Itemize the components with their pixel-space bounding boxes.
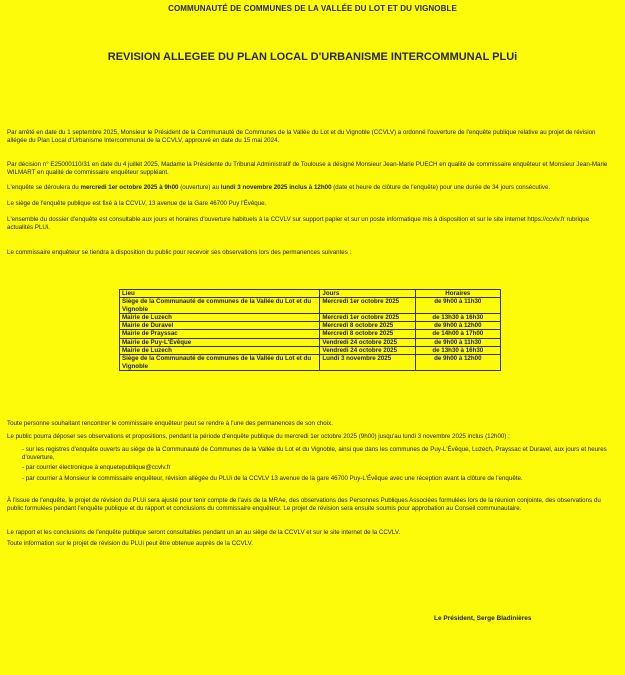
- table-cell-lieu: Mairie de Duravel: [120, 322, 320, 330]
- table-cell-horaire: de 9h00 à 12h00: [415, 322, 500, 330]
- table-cell-lieu: Mairie de Puy-L'Évêque: [120, 338, 320, 346]
- table-cell-lieu: Mairie de Luzech: [120, 313, 320, 321]
- table-cell-jour: Vendredi 24 octobre 2025: [320, 347, 415, 355]
- table-row: [120, 338, 501, 346]
- table-header-row: [120, 290, 501, 298]
- table-cell-horaire: de 9h00 à 12h00: [415, 355, 500, 371]
- table-cell-horaire: de 9h00 à 11h30: [415, 298, 500, 314]
- table-row: [120, 322, 501, 330]
- table-cell-jour: Mercredi 8 octobre 2025: [320, 322, 415, 330]
- table-cell-horaire: de 13h30 à 16h30: [415, 347, 500, 355]
- paragraph-siege: Le siège de l'enquête publique est fixé à la CCVLV, 13 avenue de la Gare 46700 Puy l'Évêque.: [7, 200, 267, 207]
- table-header-lieu: Lieu: [120, 290, 320, 298]
- paragraph-arrete: Par arrêté en date du 1 septembre 2025, Monsieur le Président de la Communauté de Communes de la Vallée du Lot et du Vignoble (CCVLV) a ordonné l'ouverture de l'enquête publique relative au projet de révision allégée du Plan Local d'Urbanisme Intercommunal de la CCVLV, approuvé en date du 15 mai 2024.: [7, 129, 596, 144]
- table-cell-jour: Mercredi 8 octobre 2025: [320, 330, 415, 338]
- paragraph-dossier: L'ensemble du dossier d'enquête est consultable aux jours et horaires d'ouverture habituels à la CCVLV sur support papier et sur un poste informatique mis à disposition et sur le site internet https://ccvlv.fr rubrique actualités PLUi.: [7, 216, 590, 231]
- bullet-registres: - sur les registres d'enquête ouverts au siège de la Communauté de Communes de la Vallée du Lot et du Vignoble, ainsi que dans les communes de Puy-L'Évêque, Luzech, Prayssac et Duravel, aux jours et heures d'ouverture,: [22, 446, 607, 461]
- table-row: [120, 355, 501, 371]
- table-cell-lieu: Siège de la Communauté de communes de la Vallée du Lot et du Vignoble: [120, 298, 320, 314]
- bullet-courrier: - par courrier à Monsieur le commissaire enquêteur, révision allégée du PLUi de la CCVLV 13 avenue de la gare 46700 Puy-L'Évêque avec une réception avant la clôture de l'enquête.: [22, 475, 523, 482]
- table-header-jours: Jours: [320, 290, 415, 298]
- table-row: [120, 313, 501, 321]
- table-row: [120, 298, 501, 314]
- table-cell-jour: Mercredi 1er octobre 2025: [320, 298, 415, 314]
- paragraph-decision: Par décision n° E25000110/31 en date du 4 juillet 2025, Madame la Présidente du Tribunal Administratif de Toulouse a désigné Monsieur Jean-Marie PUECH en qualité de commissaire enquêteur et Monsieur Jean-Marie WILMART en qualité de commissaire enquêteur suppléant.: [7, 161, 608, 176]
- permanences-table: [119, 289, 501, 371]
- table-cell-jour: Vendredi 24 octobre 2025: [320, 338, 415, 346]
- table-cell-lieu: Mairie de Prayssac: [120, 330, 320, 338]
- signature: Le Président, Serge Bladinières: [434, 615, 532, 622]
- table-cell-jour: Lundi 3 novembre 2025: [320, 355, 415, 371]
- organization-header: COMMUNAUTÉ DE COMMUNES DE LA VALLÉE DU LOT ET DU VIGNOBLE: [168, 4, 457, 13]
- dates-end: lundi 3 novembre 2025 inclus à 12h00: [220, 184, 332, 191]
- paragraph-information: Toute information sur le projet de révision du PLUi peut être obtenue auprès de la CCVLV.: [7, 540, 253, 547]
- table-row: [120, 330, 501, 338]
- dates-text-1: L'enquête se déroulera du: [7, 184, 81, 191]
- table-header-horaires: Horaires: [415, 290, 500, 298]
- dates-text-2: (ouverture) au: [178, 184, 221, 191]
- table-row: [120, 347, 501, 355]
- paragraph-rapport: Le rapport et les conclusions de l'enquête publique seront consultables pendant un an au siège de la CCVLV et sur le site internet de la CCVLV.: [7, 529, 401, 536]
- table-cell-jour: Mercredi 1er octobre 2025: [320, 313, 415, 321]
- paragraph-observations: Le public pourra déposer ses observations et propositions, pendant la période d'enquête publique du mercredi 1er octobre 2025 (9h00) jusqu'au lundi 3 novembre 2025 inclus (12h00) :: [7, 433, 510, 440]
- paragraph-dates: [7, 184, 613, 192]
- bullet-courriel: - par courrier électronique à enquetepublique@ccvlv.fr: [22, 464, 171, 471]
- table-cell-horaire: de 14h00 à 17h00: [415, 330, 500, 338]
- paragraph-issue: À l'issue de l'enquête, le projet de révision du PLUi sera ajusté pour tenir compte de l'avis de la MRAe, des observations des Personnes Publiques Associées formulées lors de la réunion conjointe, des observations du public formulées pendant l'enquête publique et du rapport et conclusions du commissaire enquêteur. Le projet de révision sera ensuite soumis pour approbation au Conseil communautaire.: [7, 497, 601, 512]
- page-title: REVISION ALLEGEE DU PLAN LOCAL D'URBANISME INTERCOMMUNAL PLUi: [107, 51, 518, 63]
- table-cell-lieu: Siège de la Communauté de communes de la Vallée du Lot et du Vignoble: [120, 355, 320, 371]
- paragraph-permanences-intro: Le commissaire enquêteur se tiendra à disposition du public pour recevoir ses observations lors des permanences suivantes :: [7, 249, 352, 256]
- table-cell-horaire: de 9h00 à 11h30: [415, 338, 500, 346]
- table-cell-lieu: Mairie de Luzech: [120, 347, 320, 355]
- dates-text-3: (date et heure de clôture de l'enquête) pour une durée de 34 jours consécutive.: [331, 184, 551, 191]
- dates-start: mercredi 1er octobre 2025 à 9h00: [80, 184, 179, 191]
- paragraph-rencontre: Toute personne souhaitant rencontrer le commissaire enquêteur peut se rendre à l'une des permanences de son choix.: [7, 420, 333, 427]
- table-cell-horaire: de 13h30 à 16h30: [415, 313, 500, 321]
